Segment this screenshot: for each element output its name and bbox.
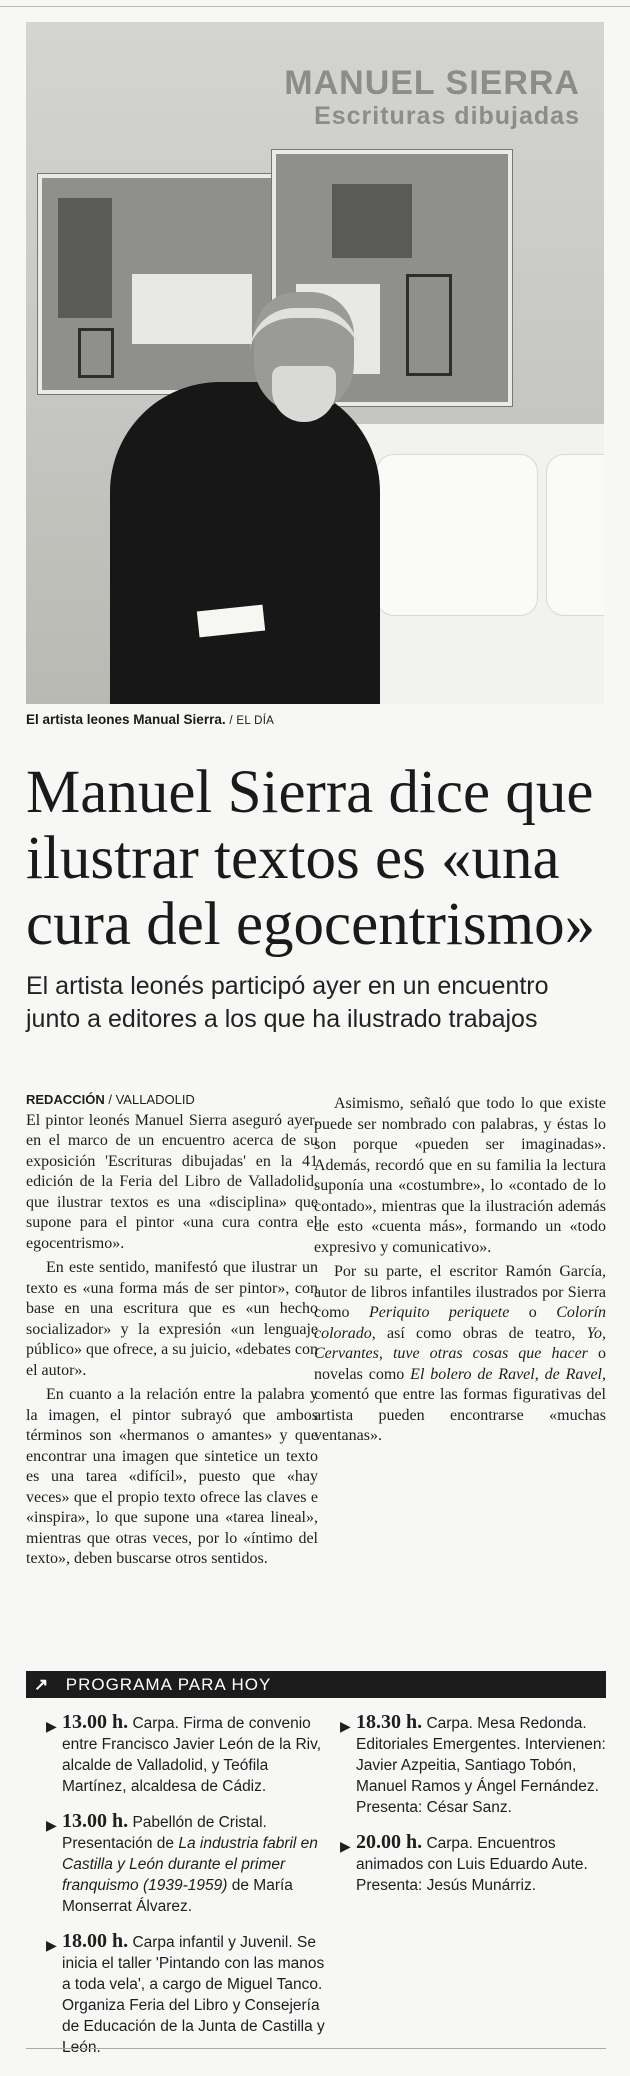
triangle-bullet-icon: ▶ (46, 1937, 57, 1953)
headline-line: ilustrar textos es «una (26, 825, 560, 892)
paragraph: En este sentido, manifestó que ilustrar un texto es «una forma más de ser pintor», con base en una escritura que es «un hecho socializador» y la expresión «un lenguaje público» que ofrece, a su juicio, «debates con el autor». (26, 1259, 318, 1379)
programa-column-1 (48, 1712, 334, 2072)
event-text: Carpa. Mesa Redonda. Editoriales Emergentes. Intervienen: Javier Azpeitia, Santiago Tobón, Manuel Ramos y Ángel Fernández. Presenta: César Sanz. (356, 1715, 606, 1816)
subheadline-line: El artista leonés participó ayer en un encuentro (26, 972, 549, 1000)
zigzag-arrow-icon: ↗ (34, 1675, 50, 1694)
byline (26, 1090, 318, 1111)
event-time: 20.00 h. (356, 1831, 423, 1853)
event-text: Carpa infantil y Juvenil. Se inicia el taller 'Pintando con las manos a toda vela', a cargo de Miguel Tanco. Organiza Feria del Libro y Consejería de Educación de la Junta de Castilla y León. (62, 1934, 325, 2056)
event-time: 18.30 h. (356, 1711, 423, 1733)
headline-line: cura del egocentrismo» (26, 891, 596, 958)
wall-title-name: MANUEL SIERRA (284, 64, 580, 102)
event-item (342, 1832, 612, 1896)
photo-caption (26, 712, 274, 727)
photo-credit: / EL DÍA (229, 715, 275, 727)
triangle-bullet-icon: ▶ (340, 1838, 351, 1854)
exhibition-wall-title (284, 64, 580, 130)
event-item (48, 1811, 334, 1917)
headline (26, 760, 606, 958)
triangle-bullet-icon: ▶ (340, 1718, 351, 1734)
subheadline (26, 970, 606, 1036)
event-time: 13.00 h. (62, 1810, 129, 1832)
event-text: Carpa. Firma de convenio entre Francisco Javier León de la Riv, alcalde de Valladolid, y Teófila Martínez, alcaldesa de Cádiz. (62, 1715, 322, 1795)
top-rule (0, 6, 630, 7)
byline-org: REDACCIÓN (26, 1092, 105, 1107)
triangle-bullet-icon: ▶ (46, 1718, 57, 1734)
event-time: 18.00 h. (62, 1930, 129, 1952)
triangle-bullet-icon: ▶ (46, 1817, 57, 1833)
programa-column-2 (342, 1712, 612, 1910)
painting-left (38, 174, 276, 394)
programa-header (26, 1671, 606, 1698)
wall-title-subtitle: Escrituras dibujadas (314, 102, 580, 130)
event-item (48, 1931, 334, 2058)
article-column-1 (26, 1090, 318, 1570)
article-column-2 (314, 1090, 606, 1447)
artist-figure (110, 382, 380, 704)
event-text: Pabellón de Cristal. Presentación de La industria fabril en Castilla y León durante el primer franquismo (1939-1959) de María Monserrat Álvarez. (62, 1814, 318, 1915)
paragraph: En cuanto a la relación entre la palabra y la imagen, el pintor subrayó que ambos términos son «hermanos o amantes» y que encontrar una imagen que sintetice un texto es una tarea «difícil», puesto que «hay veces» que el propio texto ofrece las claves e «inspira», lo que supone una «tarea lineal», mientras que otras veces, por lo «íntimo del texto», deben buscarse otros sentidos. (26, 1386, 318, 1567)
byline-place: / VALLADOLID (108, 1092, 195, 1107)
paragraph: Por su parte, el escritor Ramón García, autor de libros infantiles ilustrados por Sierra como Periquito periquete o Colorín colorado, así como obras de teatro, Yo, Cervantes, tuve otras cosas que hacer o novelas como El bolero de Ravel, de Ravel, comentó que entre las formas figurativas del artista pueden encontrarse «muchas ventanas». (314, 1263, 607, 1444)
paragraph: El pintor leonés Manuel Sierra aseguró ayer, en el marco de un encuentro acerca de su exposición 'Escrituras dibujadas' en la 41 edición de la Feria del Libro de Valladolid, que ilustrar textos es una «disciplina» que supone para el pintor «una cura contra el egocentrismo». (26, 1111, 318, 1252)
bottom-rule (26, 2048, 606, 2049)
programa-title: PROGRAMA PARA HOY (65, 1675, 272, 1694)
caption-text: El artista leones Manual Sierra. (26, 712, 226, 727)
event-item (48, 1712, 334, 1797)
event-item (342, 1712, 612, 1818)
event-time: 13.00 h. (62, 1711, 129, 1733)
event-text: Carpa. Encuentros animados con Luis Eduardo Aute. Presenta: Jesús Munárriz. (356, 1835, 588, 1894)
headline-line: Manuel Sierra dice que (26, 759, 594, 826)
subheadline-line: junto a editores a los que ha ilustrado trabajos (26, 1005, 538, 1033)
paragraph: Asimismo, señaló que todo lo que existe puede ser nombrado con palabras, y éstas lo son porque «pueden ser imaginadas». Además, recordó que en su familia la lectura suponía una «costumbre», lo «contado de lo contado», mientras que la ilustración además de esto «cuenta más», formando un «todo expresivo y comunicativo». (314, 1095, 606, 1256)
article-photo (26, 22, 604, 704)
